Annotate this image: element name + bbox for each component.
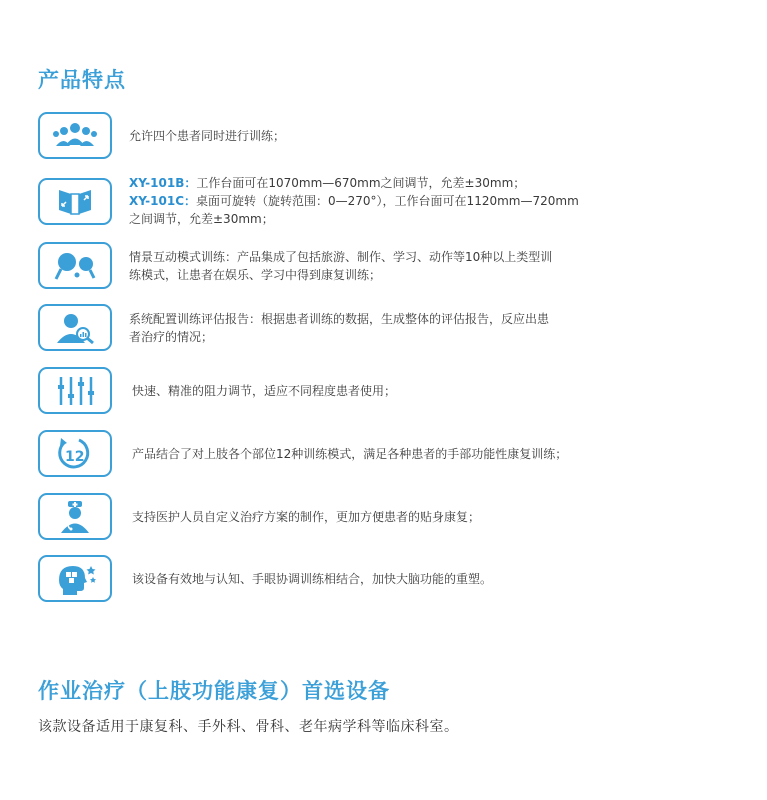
twelve-modes-icon [38,430,112,477]
section-title-features: 产品特点 [38,68,126,92]
section-title-recommended: 作业治疗（上肢功能康复）首选设备 [38,679,390,703]
section-description: 该款设备适用于康复科、手外科、骨科、老年病学科等临床科室。 [38,719,459,735]
brain-puzzle-icon [38,555,112,602]
feature-text: 工作台面可在1070mm—670mm之间调节，允差±30mm； [196,176,526,190]
feature-item [38,493,738,540]
feature-item [38,112,738,159]
feature-text: 系统配置训练评估报告：根据患者训练的数据，生成整体的评估报告，反应出患 [129,311,550,326]
model-label: XY-101C： [129,194,197,208]
report-analysis-icon [38,304,112,351]
rotate-table-icon [38,178,112,225]
model-label: XY-101B： [129,176,197,190]
feature-item [38,555,738,602]
users-group-icon [38,112,112,159]
feature-text: 情景互动模式训练：产品集成了包括旅游、制作、学习、动作等10种以上类型训 [129,249,553,264]
feature-item [38,430,738,477]
feature-text: 该设备有效地与认知、手眼协调训练相结合，加快大脑功能的重塑。 [132,571,493,586]
svg-text:12: 12 [65,448,85,465]
feature-text: 支持医护人员自定义治疗方案的制作，更加方便患者的贴身康复； [132,509,481,524]
feature-text: 者治疗的情况； [129,329,214,344]
interactive-game-icon [38,242,112,289]
feature-text: 快速、精准的阻力调节，适应不同程度患者使用； [132,383,397,398]
feature-item [38,174,738,228]
feature-text: 之间调节，允差±30mm； [129,212,274,226]
feature-item [38,304,738,351]
resistance-sliders-icon [38,367,112,414]
feature-item [38,367,738,414]
feature-text: 练模式，让患者在娱乐、学习中得到康复训练； [129,267,382,282]
feature-text: 桌面可旋转（旋转范围：0—270°），工作台面可在1120mm—720mm [196,194,579,208]
feature-item [38,242,738,289]
medical-staff-icon [38,493,112,540]
feature-text: 产品结合了对上肢各个部位12种训练模式，满足各种患者的手部功能性康复训练； [132,446,568,461]
feature-text: 允许四个患者同时进行训练； [129,128,286,143]
